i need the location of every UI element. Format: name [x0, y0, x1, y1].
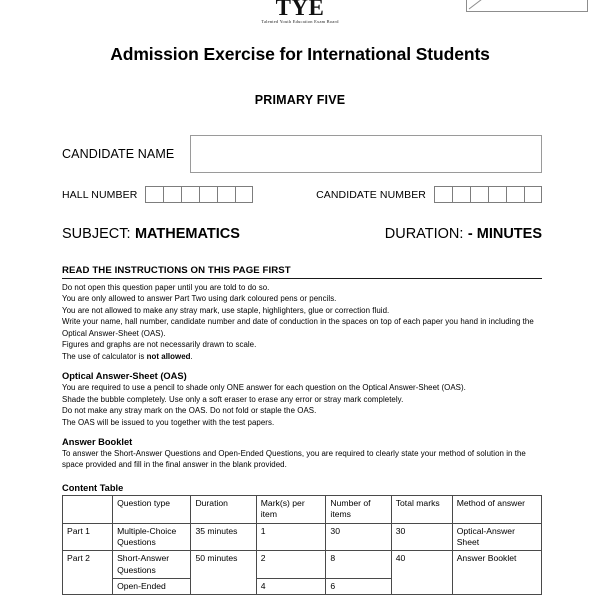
instructions-divider — [62, 278, 542, 279]
calculator-text-emphasis: not allowed — [146, 351, 191, 361]
duration-label: DURATION: — [384, 226, 464, 242]
oas-line: Shade the bubble completely. Use only a soft eraser to erase any error or stray mark completely. — [62, 394, 404, 404]
candidate-number-cell[interactable] — [434, 186, 452, 203]
hall-number-cell[interactable] — [235, 186, 253, 203]
hall-number-cell[interactable] — [181, 186, 199, 203]
cell-qtype: Open-Ended — [113, 578, 191, 594]
table-header-row — [63, 495, 542, 523]
cell-duration: 50 minutes — [191, 551, 256, 595]
table-row — [63, 551, 542, 579]
cell-qtype: Short-Answer Questions — [113, 551, 191, 579]
hall-number-input[interactable] — [145, 186, 253, 203]
instruction-line-calculator — [62, 351, 542, 362]
content-table-heading: Content Table — [62, 482, 124, 493]
duration-field — [385, 225, 542, 243]
oas-line: The OAS will be issued to you together with the test papers. — [62, 417, 275, 427]
cell-items: 30 — [326, 523, 391, 551]
cell-method: Answer Booklet — [452, 551, 541, 595]
subject-duration-row — [62, 225, 542, 243]
col-header-duration: Duration — [191, 495, 256, 523]
hall-number-label: HALL NUMBER — [62, 188, 138, 201]
candidate-number-label: CANDIDATE NUMBER — [316, 188, 426, 201]
candidate-number-cell[interactable] — [452, 186, 470, 203]
cell-duration: 35 minutes — [191, 523, 256, 551]
candidate-name-label: CANDIDATE NAME — [62, 147, 175, 161]
col-header-marks: Mark(s) per item — [256, 495, 326, 523]
candidate-number-cell[interactable] — [470, 186, 488, 203]
candidate-name-row — [62, 135, 542, 173]
oas-heading: Optical Answer-Sheet (OAS) — [62, 371, 187, 382]
hall-number-cell[interactable] — [217, 186, 235, 203]
cell-total: 40 — [391, 551, 452, 595]
cell-method: Optical-Answer Sheet — [452, 523, 541, 551]
cell-total: 30 — [391, 523, 452, 551]
oas-line: Do not make any stray mark on the OAS. Do not fold or staple the OAS. — [62, 406, 317, 416]
instruction-line: You are not allowed to make any stray mark, use staple, highlighters, glue or correction fluid. — [62, 305, 390, 315]
subject-label: SUBJECT: — [62, 226, 131, 242]
cell-marks: 4 — [256, 578, 326, 594]
col-header-total: Total marks — [391, 495, 452, 523]
instruction-line: Write your name, hall number, candidate number and date of conduction in the spaces on top of each paper you hand in including the Optical Answer-Sheet (OAS). — [62, 317, 534, 338]
calculator-text-prefix: The use of calculator is — [62, 351, 147, 361]
candidate-number-cell[interactable] — [524, 186, 542, 203]
col-header-method: Method of answer — [452, 495, 541, 523]
col-header-qtype: Question type — [113, 495, 191, 523]
col-header-part — [63, 495, 113, 523]
answer-booklet-heading: Answer Booklet — [62, 436, 133, 447]
calculator-text-suffix: . — [190, 351, 193, 361]
cell-items: 8 — [326, 551, 391, 579]
col-header-items: Number of items — [326, 495, 391, 523]
logo-mark-text: TYE — [275, 0, 325, 20]
instruction-line: Do not open this question paper until you are told to do so. — [62, 283, 270, 292]
hall-number-cell[interactable] — [163, 186, 181, 203]
candidate-number-input[interactable] — [434, 186, 542, 203]
instruction-line: Figures and graphs are not necessarily drawn to scale. — [62, 340, 257, 350]
page-title: Admission Exercise for International Students — [110, 44, 490, 64]
answer-booklet-line: To answer the Short-Answer Questions and Open-Ended Questions, you are required to clearly state your method of solution in the space provided and fill in the final answer in the blank provided. — [62, 448, 526, 470]
cell-items: 6 — [326, 578, 391, 594]
candidate-number-cell[interactable] — [506, 186, 524, 203]
subject-value: MATHEMATICS — [134, 226, 240, 242]
cell-qtype: Multiple-Choice Questions — [113, 523, 191, 551]
candidate-number-cell[interactable] — [488, 186, 506, 203]
instruction-line: You are only allowed to answer Part Two using dark coloured pens or pencils. — [62, 294, 337, 304]
number-fields-row — [62, 186, 542, 203]
cell-part: Part 2 — [63, 551, 113, 595]
table-row — [63, 523, 542, 551]
cell-marks: 2 — [256, 551, 326, 579]
instructions-heading: READ THE INSTRUCTIONS ON THIS PAGE FIRST — [62, 265, 291, 276]
organization-logo — [0, 0, 600, 24]
cell-part: Part 1 — [63, 523, 113, 551]
logo-subtitle-text: Talented Youth Education Exam Board — [261, 19, 339, 24]
duration-value: - MINUTES — [467, 226, 542, 242]
content-table — [62, 495, 542, 595]
grade-level: PRIMARY FIVE — [254, 93, 346, 107]
subject-field — [62, 225, 240, 243]
candidate-name-input[interactable] — [190, 135, 542, 173]
hall-number-cell[interactable] — [145, 186, 163, 203]
cell-marks: 1 — [256, 523, 326, 551]
oas-line: You are required to use a pencil to shade only ONE answer for each question on the Optical Answer-Sheet (OAS). — [62, 383, 466, 393]
page-header — [0, 0, 600, 34]
hall-number-cell[interactable] — [199, 186, 217, 203]
